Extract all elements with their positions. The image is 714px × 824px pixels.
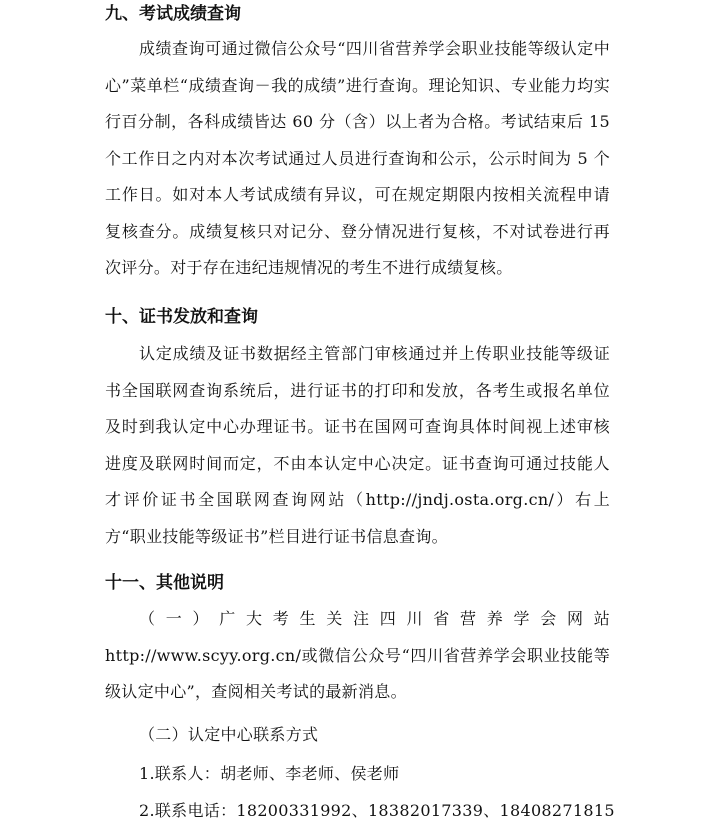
section-heading-certificate: 十、证书发放和查询 bbox=[105, 307, 258, 327]
section-heading-exam-results: 九、考试成绩查询 bbox=[105, 4, 241, 24]
contact-phones: 2.联系电话：18200331992、18382017339、18408271815 bbox=[139, 801, 615, 820]
paragraph-other-notes-1: （一）广大考生关注四川省营养学会网站 http://www.scyy.org.cn/或微信公众号“四川省营养学会职业技能等级认定中心”，查阅相关考试的最新消息。 bbox=[105, 609, 610, 701]
section-heading-other-notes: 十一、其他说明 bbox=[105, 573, 224, 593]
paragraph-exam-results: 成绩查询可通过微信公众号“四川省营养学会职业技能等级认定中心”菜单栏“成绩查询－我的成绩”进行查询。理论知识、专业能力均实行百分制，各科成绩皆达 60 分（含）以上者为合格。考试结束后 15 个工作日之内对本次考试通过人员进行查询和公示，公示时间为 5 个工作日。如对本人考试成绩有异议，可在规定期限内按相关流程申请复核查分。成绩复核只对记分、登分情况进行复核，不对试卷进行再次评分。对于存在违纪违规情况的考生不进行成绩复核。 bbox=[105, 39, 610, 277]
paragraph-certificate: 认定成绩及证书数据经主管部门审核通过并上传职业技能等级证书全国联网查询系统后，进行证书的打印和发放，各考生或报名单位及时到我认定中心办理证书。证书在国网可查询具体时间视上述审核进度及联网时间而定，不由本认定中心决定。证书查询可通过技能人才评价证书全国联网查询网站（http://jndj.osta.org.cn/）右上方“职业技能等级证书”栏目进行证书信息查询。 bbox=[105, 344, 610, 546]
contact-persons: 1.联系人：胡老师、李老师、侯老师 bbox=[139, 764, 400, 783]
contact-info-heading: （二）认定中心联系方式 bbox=[139, 725, 319, 744]
